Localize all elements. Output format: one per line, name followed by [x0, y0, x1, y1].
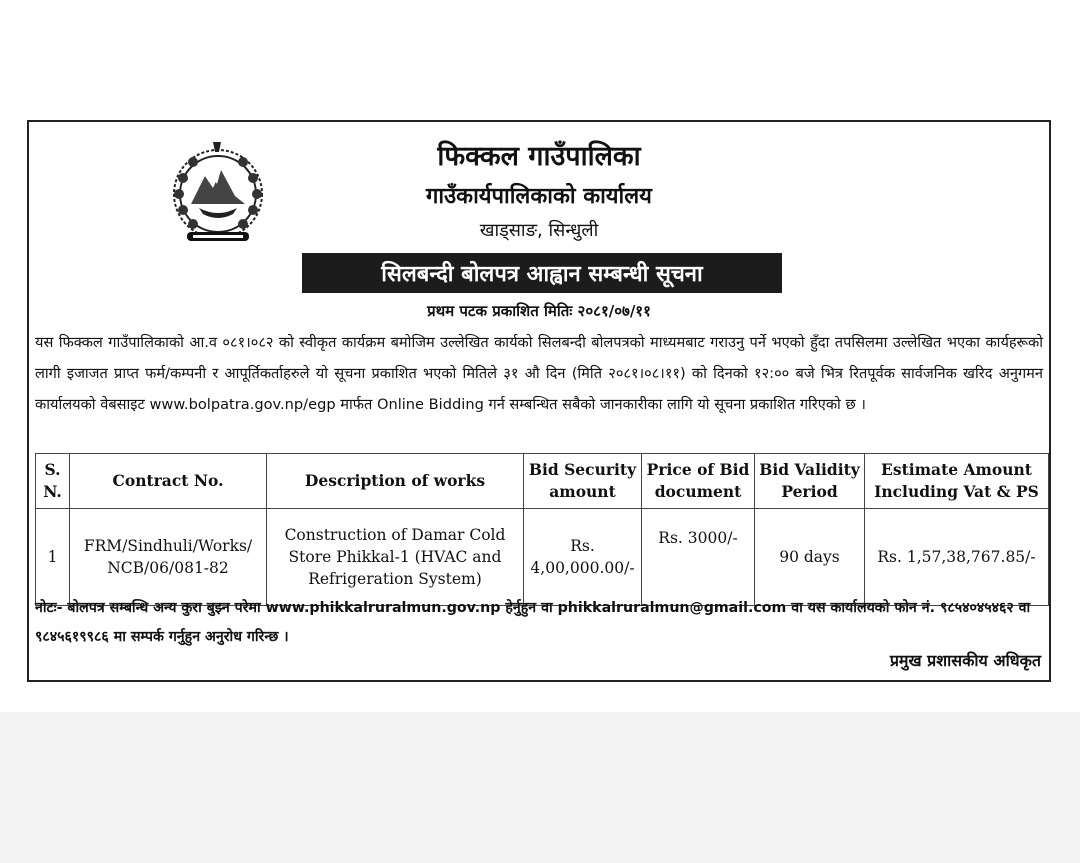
- notice-title: सिलबन्दी बोलपत्र आह्वान सम्बन्धी सूचना: [302, 253, 782, 293]
- bid-table: [35, 453, 1049, 606]
- office-location: खाड्साङ, सिन्धुली: [479, 220, 599, 241]
- col-header-contract-no: Contract No.: [70, 454, 267, 509]
- office-name: गाउँकार्यपालिकाको कार्यालय: [426, 184, 652, 209]
- cell-description: Construction of Damar Cold Store Phikkal-1 (HVAC and Refrigeration System): [267, 509, 524, 606]
- publish-date: प्रथम पटक प्रकाशित मितिः २०८१/०७/११: [427, 302, 651, 320]
- col-header-description: Description of works: [267, 454, 524, 509]
- col-header-price-doc: Price of Bid document: [642, 454, 755, 509]
- cell-validity: 90 days: [755, 509, 865, 606]
- col-header-bid-security: Bid Security amount: [524, 454, 642, 509]
- col-header-validity: Bid Validity Period: [755, 454, 865, 509]
- cell-price-doc: Rs. 3000/-: [642, 509, 755, 606]
- cell-sn: 1: [36, 509, 70, 606]
- contact-note: नोटः- बोलपत्र सम्बन्धि अन्य कुरा बुझ्न परेमा www.phikkalruralmun.gov.np हेर्नुहुन वा phikkalruralmun@gmail.com वा यस कार्यालयको फोन नं. ९८५४०४५४६२ वा ९८४५६१९९८६ मा सम्पर्क गर्नुहुन अनुरोध गरिन्छ ।: [35, 600, 1031, 645]
- col-header-sn: S. N.: [36, 454, 70, 509]
- table-row: [36, 509, 1049, 606]
- page-bottom-area: [0, 712, 1080, 863]
- cell-estimate: Rs. 1,57,38,767.85/-: [865, 509, 1049, 606]
- cell-bid-security: Rs. 4,00,000.00/-: [524, 509, 642, 606]
- cell-contract-no: FRM/Sindhuli/Works/ NCB/06/081-82: [70, 509, 267, 606]
- notice-body: यस फिक्कल गाउँपालिकाको आ.व ०८१।०८२ को स्वीकृत कार्यक्रम बमोजिम उल्लेखित कार्यको सिलबन्दी बोलपत्रको माध्यमबाट गराउनु पर्ने भएको हुँदा तपसिलमा उल्लेखित भएका कार्यहरूको लागी इजाजत प्राप्त फर्म/कम्पनी र आपूर्तिकर्ताहरुले यो सूचना प्रकाशित भएको मितिले ३१ औ दिन (मिति २०८१।०८।११) को दिनको १२:०० बजे भित्र रितपूर्वक सार्वजनिक खरिद अनुगमन कार्यालयको वेबसाइट www.bolpatra.gov.np/egp मार्फत Online Bidding गर्न सम्बन्धित सबैको जानकारीका लागि यो सूचना प्रकाशित गरिएको छ ।: [35, 334, 1043, 413]
- col-header-estimate: Estimate Amount Including Vat & PS: [865, 454, 1049, 509]
- tender-notice: [27, 120, 1051, 682]
- signatory: प्रमुख प्रशासकीय अधिकृत: [889, 651, 1041, 670]
- table-header-row: [36, 454, 1049, 509]
- org-name: फिक्कल गाउँपालिका: [437, 141, 641, 172]
